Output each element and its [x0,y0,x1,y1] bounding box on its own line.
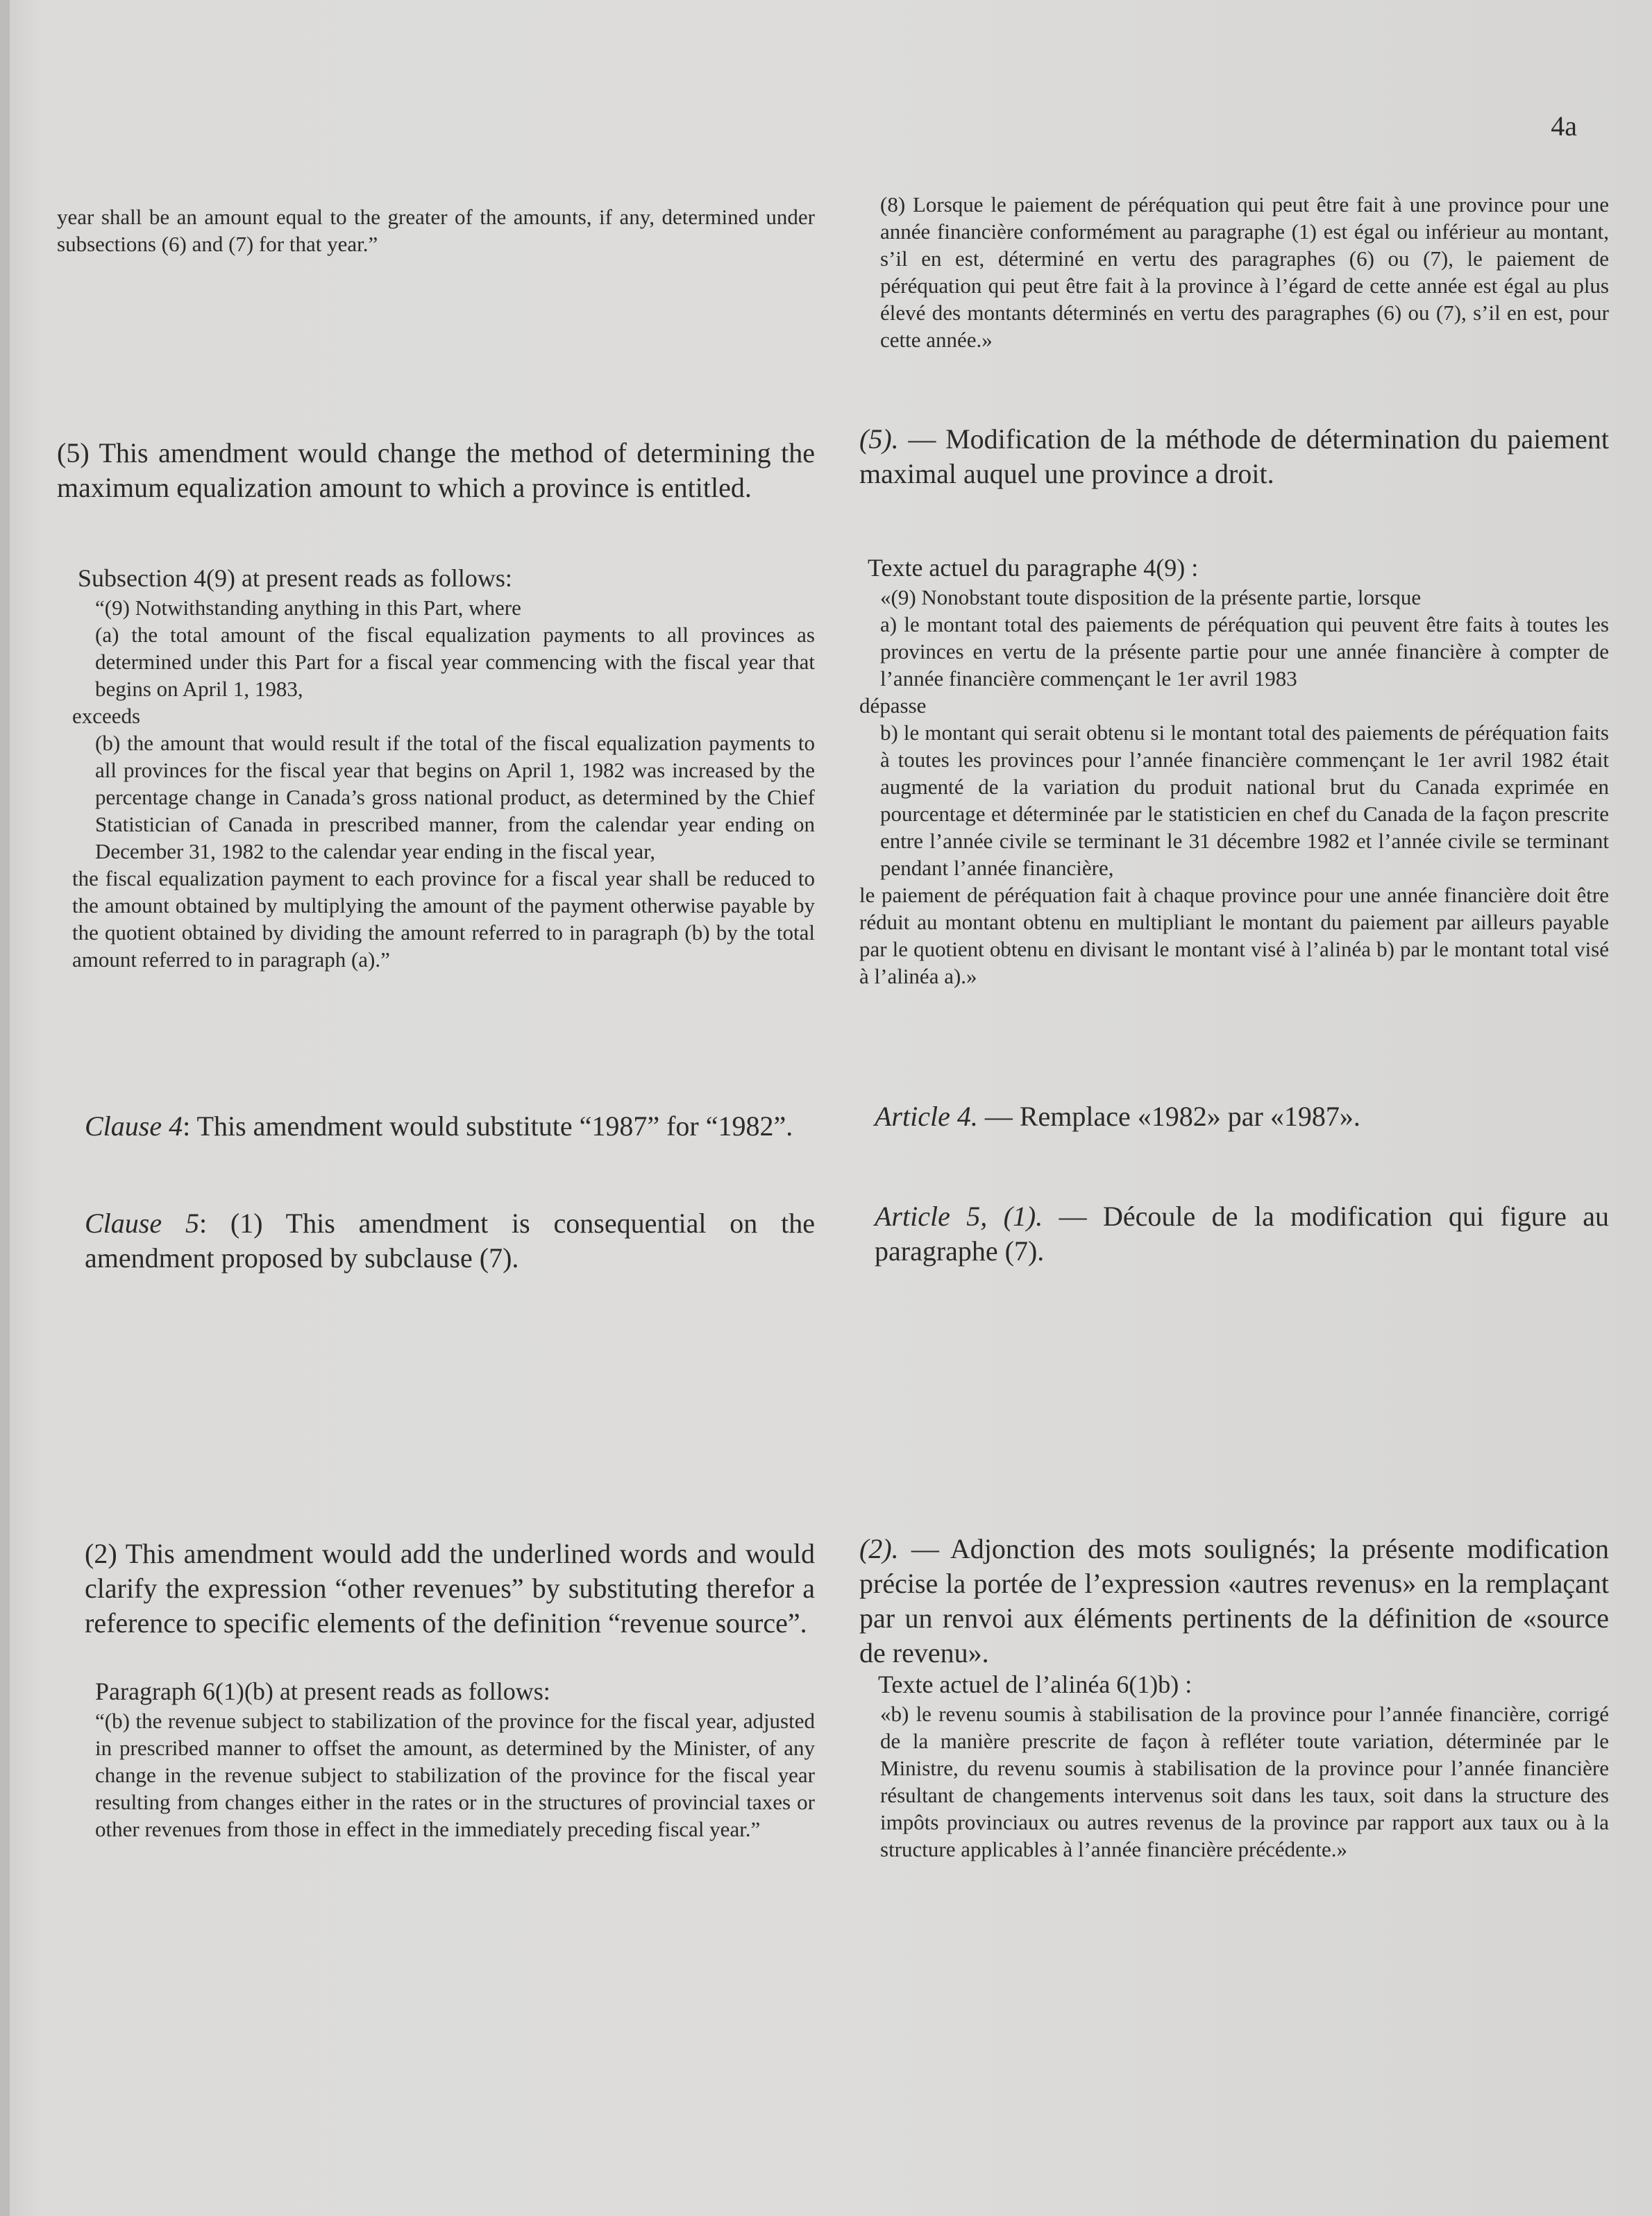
en-quote-tail: the fiscal equalization payment to each province for a fiscal year shall be reduced to the amount obtained by multiplying the amount of the payment otherwise payable by the quotient obtained by dividing the amount referred to in paragraph (b) by the total amount referred to in paragraph (a).” [72,866,815,972]
fr-paragraph-4-9 [840,552,1609,990]
en-quote-exceeds: exceeds [72,704,141,728]
page-number: 4a [1551,110,1577,142]
fr-quote-para-a: a) le montant total des paiements de péréquation qui peuvent être faits à toutes les provinces en vertu de la présente partie pour une année financière à compter de l’année financière commençant le 1er avril 1983 [880,612,1609,691]
en-paragraph-6-1-b [57,1675,815,1843]
en-clause-5: Clause 5: (1) This amendment is consequential on the amendment proposed by subclause (7). [85,1208,815,1274]
en-subsection-4-9 [57,562,815,973]
en-quote-para-b: (b) the amount that would result if the total of the fiscal equalization payments to all provinces for the fiscal year that begins on April 1, 1982 was increased by the percentage change in Canada’s gross national product, as determined by the Chief Statistician of Canada in prescribed manner, from the calendar year ending on December 31, 1982 to the calendar year ending in the fiscal year, [95,731,815,863]
en-carryover-text: year shall be an amount equal to the greater of the amounts, if any, determined under subsections (6) and (7) for that year.” [57,205,815,256]
fr-paragraph-heading: Texte actuel du paragraphe 4(9) : [868,554,1199,582]
en-clause-4: Clause 4: This amendment would substitute “1987” for “1982”. [85,1110,793,1142]
fr-quote-intro: «(9) Nonobstant toute disposition de la présente partie, lorsque [880,585,1422,609]
fr-alinea-6-1-b [840,1668,1609,1863]
en-note-5: (5) This amendment would change the method of determining the maximum equalization amount to which a province is entitled. [57,437,815,503]
en-paragraph-quote: “(b) the revenue subject to stabilization of the province for the fiscal year, adjusted in prescribed manner to offset the amount, as determined by the Minister, of any change in the revenue subject to stabilization of the province for the fiscal year resulting from changes either in the rates or in the structures of provincial taxes or other revenues from those in effect in the immediately preceding fiscal year.” [95,1709,815,1841]
fr-quote-para-b: b) le montant qui serait obtenu si le montant total des paiements de péréquation faits à toutes les provinces pour l’année financière commençant le 1er avril 1982 était augmenté de la variation du produit national brut du Canada exprimée en pourcentage et déterminée par le statisticien en chef du Canada de la façon prescrite entre l’année civile se terminant le 31 décembre 1982 et l’année civile se terminant pendant l’année financière, [880,720,1609,880]
en-note-2: (2) This amendment would add the underlined words and would clarify the expression “other revenues” by substituting therefor a reference to specific elements of the definition “revenue source”. [85,1538,815,1639]
fr-alinea-quote: «b) le revenu soumis à stabilisation de la province pour l’année financière, corrigé de la manière prescrite de façon à refléter toute variation, déterminée par le Ministre, du revenu soumis à stabilisation de la province pour l’année financière résultant de changements intervenus soit dans les taux, soit dans la structure des impôts provinciaux ou autres revenus de la province par rapport aux taux ou à la structure applicables à l’année financière précédente.» [880,1702,1609,1861]
en-quote-para-a: (a) the total amount of the fiscal equalization payments to all provinces as determined under this Part for a fiscal year commencing with the fiscal year that begins on April 1, 1983, [95,623,815,701]
fr-alinea-heading: Texte actuel de l’alinéa 6(1)b) : [878,1671,1192,1698]
en-paragraph-heading: Paragraph 6(1)(b) at present reads as follows: [95,1677,550,1705]
page-edge-shadow [0,0,10,2216]
fr-quote-tail: le paiement de péréquation fait à chaque province pour une année financière doit être réduit au montant obtenu en multipliant le montant du paiement par ailleurs payable par le quotient obtenu en divisant le montant visé à l’alinéa b) par le montant total visé à l’alinéa a).» [859,883,1609,988]
fr-quote-depasse: dépasse [859,693,927,718]
en-subsection-heading: Subsection 4(9) at present reads as follows: [78,564,512,592]
fr-note-5: (5). — Modification de la méthode de détermination du paiement maximal auquel une province a droit. [859,423,1609,489]
en-quote-intro: “(9) Notwithstanding anything in this Part, where [95,595,521,620]
fr-article-4: Article 4. — Remplace «1982» par «1987». [875,1101,1360,1132]
fr-paragraph-8: (8) Lorsque le paiement de péréquation qui peut être fait à une province pour une année financière conformément au paragraphe (1) est égal ou inférieur au montant, s’il en est, déterminé en vertu des paragraphes (6) ou (7), le paiement de péréquation qui peut être fait à la province à l’égard de cette année est égal au plus élevé des montants déterminés en vertu des paragraphes (6) ou (7), s’il en est, pour cette année.» [880,192,1609,352]
fr-note-2: (2). — Adjonction des mots soulignés; la présente modification précise la portée de l’expression «autres revenus» en la remplaçant par un renvoi aux éléments pertinents de la définition de «source de revenu». [859,1533,1609,1668]
fr-article-5: Article 5, (1). — Découle de la modification qui figure au paragraphe (7). [875,1201,1609,1267]
